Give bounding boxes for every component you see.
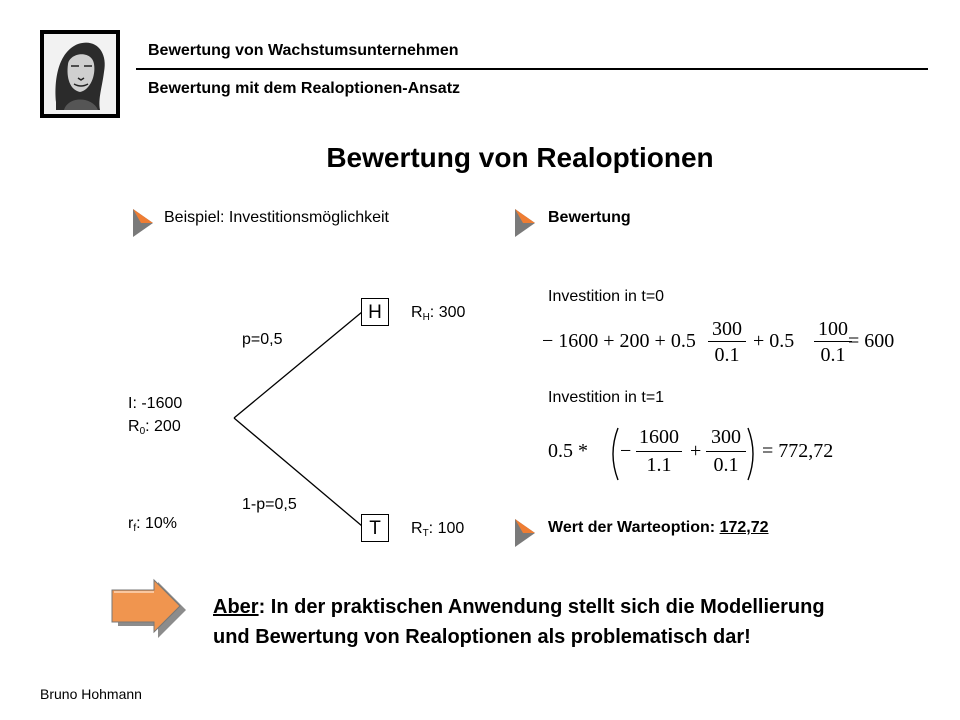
bullet-arrow-icon <box>127 205 157 241</box>
r0-label: $R_0$: 200 <box>128 418 181 437</box>
prob-up-label: p=0,5 <box>242 331 283 348</box>
prob-down-label: 1-p=0,5 <box>242 496 297 513</box>
bullet-valuation-label: Bewertung <box>548 209 631 226</box>
option-value: Wert der Warteoption: 172,72 <box>548 519 769 536</box>
investment-label: I: -1600 <box>128 395 183 412</box>
big-arrow-icon <box>108 578 192 638</box>
tree-node-t: T <box>361 514 389 542</box>
header-title: Bewertung von Wachstumsunternehmen <box>148 42 459 59</box>
footer-author: Bruno Hohmann <box>40 686 142 702</box>
rt-label: $R_T$: 100 <box>411 520 465 539</box>
university-logo <box>40 30 120 118</box>
rf-label: $r_f$: 10% <box>128 515 178 534</box>
page-title: Bewertung von Realoptionen <box>326 142 714 173</box>
bullet-example-label: Beispiel: Investitionsmöglichkeit <box>164 209 389 226</box>
conclusion-text: Aber: In der praktischen Anwendung stellt sich die Modellierung und Bewertung von Realoptionen als problematisch dar! <box>213 596 825 648</box>
header-subtitle: Bewertung mit dem Realoptionen-Ansatz <box>148 80 461 97</box>
bullet-arrow-icon <box>509 205 539 241</box>
t0-label: Investition in t=0 <box>548 288 665 305</box>
rh-label: $R_H$: 300 <box>411 304 466 323</box>
tree-node-h: H <box>361 298 389 326</box>
header-divider <box>136 68 928 70</box>
t1-label: Investition in t=1 <box>548 389 665 406</box>
bullet-arrow-icon <box>509 515 539 551</box>
